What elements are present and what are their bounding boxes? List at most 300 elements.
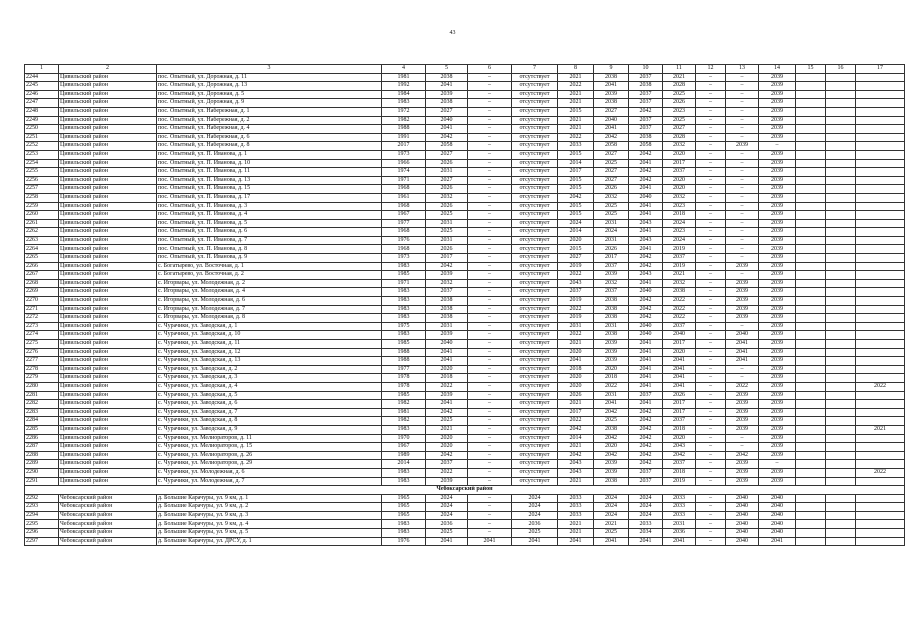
table-cell: отсутствует [512,357,558,366]
table-cell: пос. Опытный, ул. Набережная, д. 2 [157,116,382,125]
table-cell: 2042 [629,168,663,177]
table-cell: 2039 [594,348,629,357]
table-cell: – [468,90,512,99]
table-cell: – [696,451,726,460]
table-cell [826,357,856,366]
table-cell: 2039 [726,400,759,409]
table-cell: 2020 [558,382,594,391]
table-cell: 2039 [759,279,796,288]
table-cell: 2027 [558,254,594,263]
table-cell [856,245,905,254]
table-cell: – [726,73,759,82]
table-cell: Цивильский район [59,236,157,245]
table-cell: 2039 [759,125,796,134]
table-cell: 2024 [558,219,594,228]
table-cell: с. Игорвары, ул. Молодежная, д. 7 [157,305,382,314]
table-cell [856,262,905,271]
table-cell [826,159,856,168]
table-cell: – [696,90,726,99]
table-cell: Цивильский район [59,142,157,151]
table-cell: 1968 [382,245,426,254]
table-cell: – [696,176,726,185]
table-cell: – [696,365,726,374]
table-cell: отсутствует [512,82,558,91]
table-row [25,520,905,529]
table-cell: с. Чурачики, ул. Заводская, д. 11 [157,340,382,349]
table-cell: 2037 [629,99,663,108]
table-cell: 2058 [594,142,629,151]
table-cell: – [726,107,759,116]
table-cell: пос. Опытный, ул. Набережная, д. 4 [157,125,382,134]
table-cell: 2031 [558,322,594,331]
table-cell: 2039 [594,357,629,366]
table-cell: отсутствует [512,271,558,280]
table-cell [856,443,905,452]
table-cell [856,417,905,426]
table-cell: – [468,460,512,469]
table-cell: – [468,133,512,142]
table-cell: 2039 [759,305,796,314]
table-cell: 2037 [663,322,696,331]
table-cell: 2040 [726,331,759,340]
table-cell: – [726,202,759,211]
table-cell [856,451,905,460]
table-cell: – [726,443,759,452]
table-cell: 2033 [663,494,696,503]
table-cell: 2296 [25,529,59,538]
column-header: 1 [25,65,59,74]
table-cell: 2040 [663,331,696,340]
table-cell: отсутствует [512,322,558,331]
table-cell: 2037 [629,391,663,400]
table-cell [796,288,826,297]
table-cell [826,494,856,503]
table-cell: 1973 [382,150,426,159]
table-cell: 2025 [426,228,468,237]
table-row [25,133,905,142]
table-cell: 2041 [629,228,663,237]
table-cell: 2037 [629,477,663,486]
table-cell: – [726,211,759,220]
table-cell: 2027 [594,150,629,159]
table-cell [796,142,826,151]
table-cell: 2031 [426,219,468,228]
table-cell: 2289 [25,460,59,469]
table-cell [796,245,826,254]
table-cell [856,125,905,134]
table-cell: 1982 [382,116,426,125]
table-cell: – [468,511,512,520]
table-cell: 2021 [558,529,594,538]
table-cell: отсутствует [512,365,558,374]
table-cell [796,297,826,306]
table-row [25,116,905,125]
table-cell [796,417,826,426]
table-cell: 2041 [629,159,663,168]
table-cell [796,391,826,400]
table-row [25,202,905,211]
table-cell: – [696,159,726,168]
table-cell: отсутствует [512,254,558,263]
column-header: 5 [426,65,468,74]
table-cell: – [468,451,512,460]
table-cell: пос. Опытный, ул. П. Иванова, д. 11 [157,168,382,177]
table-cell: с. Игорвары, ул. Молодежная, д. 2 [157,279,382,288]
table-cell: Цивильский район [59,305,157,314]
table-cell: 2042 [629,417,663,426]
table-cell: 2260 [25,211,59,220]
table-cell [856,254,905,263]
table-cell: – [696,348,726,357]
table-cell: отсутствует [512,90,558,99]
table-cell: 2041 [663,382,696,391]
table-cell: – [696,73,726,82]
table-cell: 2042 [629,314,663,323]
table-cell [826,271,856,280]
table-cell: 2019 [558,297,594,306]
table-cell: пос. Опытный, ул. П. Иванова, д. 8 [157,245,382,254]
table-cell: 2024 [663,219,696,228]
table-cell: 2041 [663,365,696,374]
table-cell: 2039 [759,262,796,271]
table-cell [796,176,826,185]
table-cell: пос. Опытный, ул. Набережная, д. 1 [157,107,382,116]
table-cell: 2041 [468,537,512,546]
table-cell: 2294 [25,511,59,520]
table-cell: 2250 [25,125,59,134]
table-cell: 1967 [382,443,426,452]
table-cell: – [468,125,512,134]
table-cell: – [696,417,726,426]
table-cell: 2038 [594,477,629,486]
table-cell [856,391,905,400]
table-cell: – [696,520,726,529]
table-cell: 1972 [382,107,426,116]
table-cell: 2025 [426,211,468,220]
table-cell: 1965 [382,503,426,512]
table-cell: – [696,503,726,512]
table-cell: 2039 [759,417,796,426]
table-cell: – [696,211,726,220]
table-cell: с. Чурачики, ул. Заводская, д. 10 [157,331,382,340]
table-cell: 2040 [759,503,796,512]
table-cell [796,340,826,349]
table-cell: 2040 [726,503,759,512]
table-cell: пос. Опытный, ул. П. Иванова, д. 10 [157,159,382,168]
table-cell: 2293 [25,503,59,512]
table-cell: 2039 [759,159,796,168]
table-cell: 2042 [426,408,468,417]
table-cell: 2025 [426,529,468,538]
table-cell: 2024 [594,503,629,512]
table-cell: Цивильский район [59,176,157,185]
table-cell: 2020 [663,348,696,357]
table-cell: 2253 [25,150,59,159]
table-cell: – [696,133,726,142]
table-cell [796,520,826,529]
table-cell: Цивильский район [59,374,157,383]
table-cell: 2272 [25,314,59,323]
table-cell [856,529,905,538]
table-cell: – [726,159,759,168]
table-cell: 2018 [426,374,468,383]
table-cell: 2026 [426,245,468,254]
table-cell: – [726,271,759,280]
table-cell [826,520,856,529]
table-cell: 2039 [726,425,759,434]
table-cell: 2038 [663,288,696,297]
table-cell: 2021 [594,520,629,529]
table-cell: 2039 [726,477,759,486]
table-cell: 2261 [25,219,59,228]
table-cell: – [468,391,512,400]
table-cell: Цивильский район [59,254,157,263]
table-cell: 2058 [426,142,468,151]
table-cell: 2297 [25,537,59,546]
table-cell: 2031 [663,520,696,529]
table-cell: Цивильский район [59,408,157,417]
table-cell: 2040 [726,520,759,529]
table-cell: 2032 [663,279,696,288]
table-cell: 2039 [726,297,759,306]
table-cell: 2041 [629,357,663,366]
table-cell: 1976 [382,537,426,546]
table-cell: д. Большие Карачуры, ул. 9 км, д. 1 [157,494,382,503]
table-row [25,107,905,116]
table-cell: – [468,73,512,82]
table-cell: – [468,262,512,271]
table-cell: отсутствует [512,425,558,434]
table-cell [796,228,826,237]
table-cell [826,185,856,194]
table-cell: – [468,219,512,228]
table-cell [826,262,856,271]
table-cell: 2041 [629,340,663,349]
table-cell: – [696,305,726,314]
table-cell: 2042 [629,262,663,271]
column-header: 9 [594,65,629,74]
table-cell: 2039 [759,107,796,116]
table-cell [796,185,826,194]
table-cell: 2281 [25,391,59,400]
table-cell: 2264 [25,245,59,254]
table-cell: с. Чурачики, ул. Заводская, д. 3 [157,374,382,383]
table-cell: 1977 [382,219,426,228]
table-cell: 2038 [426,297,468,306]
table-cell: 1971 [382,279,426,288]
table-cell: 2039 [759,468,796,477]
table-row [25,443,905,452]
table-cell [856,305,905,314]
table-cell: 2027 [663,125,696,134]
table-row [25,494,905,503]
table-cell [826,382,856,391]
table-cell [856,236,905,245]
table-cell: пос. Опытный, ул. Дорожная, д. 9 [157,99,382,108]
table-cell: 2026 [663,99,696,108]
table-cell: – [696,99,726,108]
table-cell: 2026 [558,391,594,400]
table-cell: 2041 [629,202,663,211]
table-cell: 2039 [759,150,796,159]
table-cell: – [468,400,512,409]
table-cell: – [468,236,512,245]
table-cell: отсутствует [512,374,558,383]
table-cell: 2258 [25,193,59,202]
table-cell: – [696,529,726,538]
table-cell: 2020 [426,365,468,374]
table-row [25,434,905,443]
table-cell: пос. Опытный, ул. П. Иванова, д. 15 [157,185,382,194]
table-cell: 2022 [558,271,594,280]
column-header: 2 [59,65,157,74]
table-cell: 2031 [426,322,468,331]
table-cell: Цивильский район [59,228,157,237]
table-cell: 2014 [558,434,594,443]
table-cell [826,219,856,228]
table-cell: Цивильский район [59,400,157,409]
table-cell [826,168,856,177]
table-cell: 2039 [759,133,796,142]
table-cell: отсутствует [512,443,558,452]
table-row [25,288,905,297]
table-cell [856,271,905,280]
column-header: 15 [796,65,826,74]
table-cell [796,73,826,82]
table-cell: 2042 [426,451,468,460]
table-cell: 2017 [558,168,594,177]
table-cell [856,494,905,503]
table-cell: 2024 [512,503,558,512]
table-cell [796,193,826,202]
table-row [25,236,905,245]
table-cell: – [696,443,726,452]
table-cell: 2014 [558,159,594,168]
table-cell: Цивильский район [59,357,157,366]
table-cell: 2022 [558,305,594,314]
table-cell: с. Богатырево, ул. Восточная, д. 1 [157,262,382,271]
table-row [25,529,905,538]
table-cell: 2020 [558,348,594,357]
table-cell: Цивильский район [59,279,157,288]
table-cell: 2041 [629,279,663,288]
table-cell [826,468,856,477]
table-cell: 1981 [382,73,426,82]
table-cell: – [468,348,512,357]
table-cell: Цивильский район [59,133,157,142]
table-cell: отсутствует [512,107,558,116]
table-cell: 1974 [382,168,426,177]
table-cell [856,228,905,237]
table-cell [856,279,905,288]
table-cell: – [468,211,512,220]
table-cell: 2037 [629,125,663,134]
table-cell: 2040 [426,116,468,125]
table-cell [856,434,905,443]
column-header: 3 [157,65,382,74]
table-cell: 2287 [25,443,59,452]
table-cell: отсутствует [512,228,558,237]
table-cell: 1983 [382,99,426,108]
table-cell: Цивильский район [59,460,157,469]
table-cell [826,279,856,288]
table-cell: 1985 [382,271,426,280]
table-cell: 2271 [25,305,59,314]
table-cell: – [468,340,512,349]
table-cell: 2040 [629,322,663,331]
table-cell [856,142,905,151]
table-cell: 2026 [426,159,468,168]
table-cell: 2041 [759,537,796,546]
table-cell [856,90,905,99]
table-cell: Чебоксарский район [59,520,157,529]
table-cell: 2033 [629,520,663,529]
table-cell: 2033 [558,511,594,520]
table-cell [826,417,856,426]
table-cell [856,73,905,82]
table-cell: 2041 [629,382,663,391]
table-cell: Чебоксарский район [59,494,157,503]
table-cell: 2040 [629,331,663,340]
table-cell: Цивильский район [59,425,157,434]
table-cell [796,314,826,323]
table-cell: 2041 [426,82,468,91]
table-cell: отсутствует [512,477,558,486]
table-cell: 2042 [594,451,629,460]
table-cell: Цивильский район [59,417,157,426]
table-cell: – [726,116,759,125]
table-cell [796,254,826,263]
table-cell: – [759,142,796,151]
table-cell: 2038 [629,82,663,91]
table-cell: 2031 [426,236,468,245]
table-cell: 2025 [512,529,558,538]
table-cell: 2042 [426,262,468,271]
table-cell: 2043 [629,236,663,245]
table-cell: Цивильский район [59,451,157,460]
table-cell: – [468,417,512,426]
column-header: 4 [382,65,426,74]
table-cell: 1973 [382,254,426,263]
table-cell: – [726,125,759,134]
table-row [25,503,905,512]
table-cell: 2038 [426,314,468,323]
table-cell: – [726,133,759,142]
table-cell: 2042 [629,305,663,314]
table-cell: 2042 [426,133,468,142]
table-cell: 2267 [25,271,59,280]
table-cell: 1985 [382,391,426,400]
table-row [25,322,905,331]
table-cell: 2032 [594,279,629,288]
table-row [25,142,905,151]
table-cell: 2038 [594,331,629,340]
table-cell: 1966 [382,159,426,168]
table-cell [796,236,826,245]
table-cell: 2020 [663,185,696,194]
table-cell: – [468,288,512,297]
table-cell: 2032 [663,193,696,202]
table-row [25,511,905,520]
table-cell: 2286 [25,434,59,443]
table-cell: – [726,322,759,331]
table-cell: – [726,176,759,185]
table-cell: 2039 [759,451,796,460]
table-row [25,262,905,271]
table-cell [826,297,856,306]
table-cell: 2039 [759,82,796,91]
table-cell: отсутствует [512,331,558,340]
